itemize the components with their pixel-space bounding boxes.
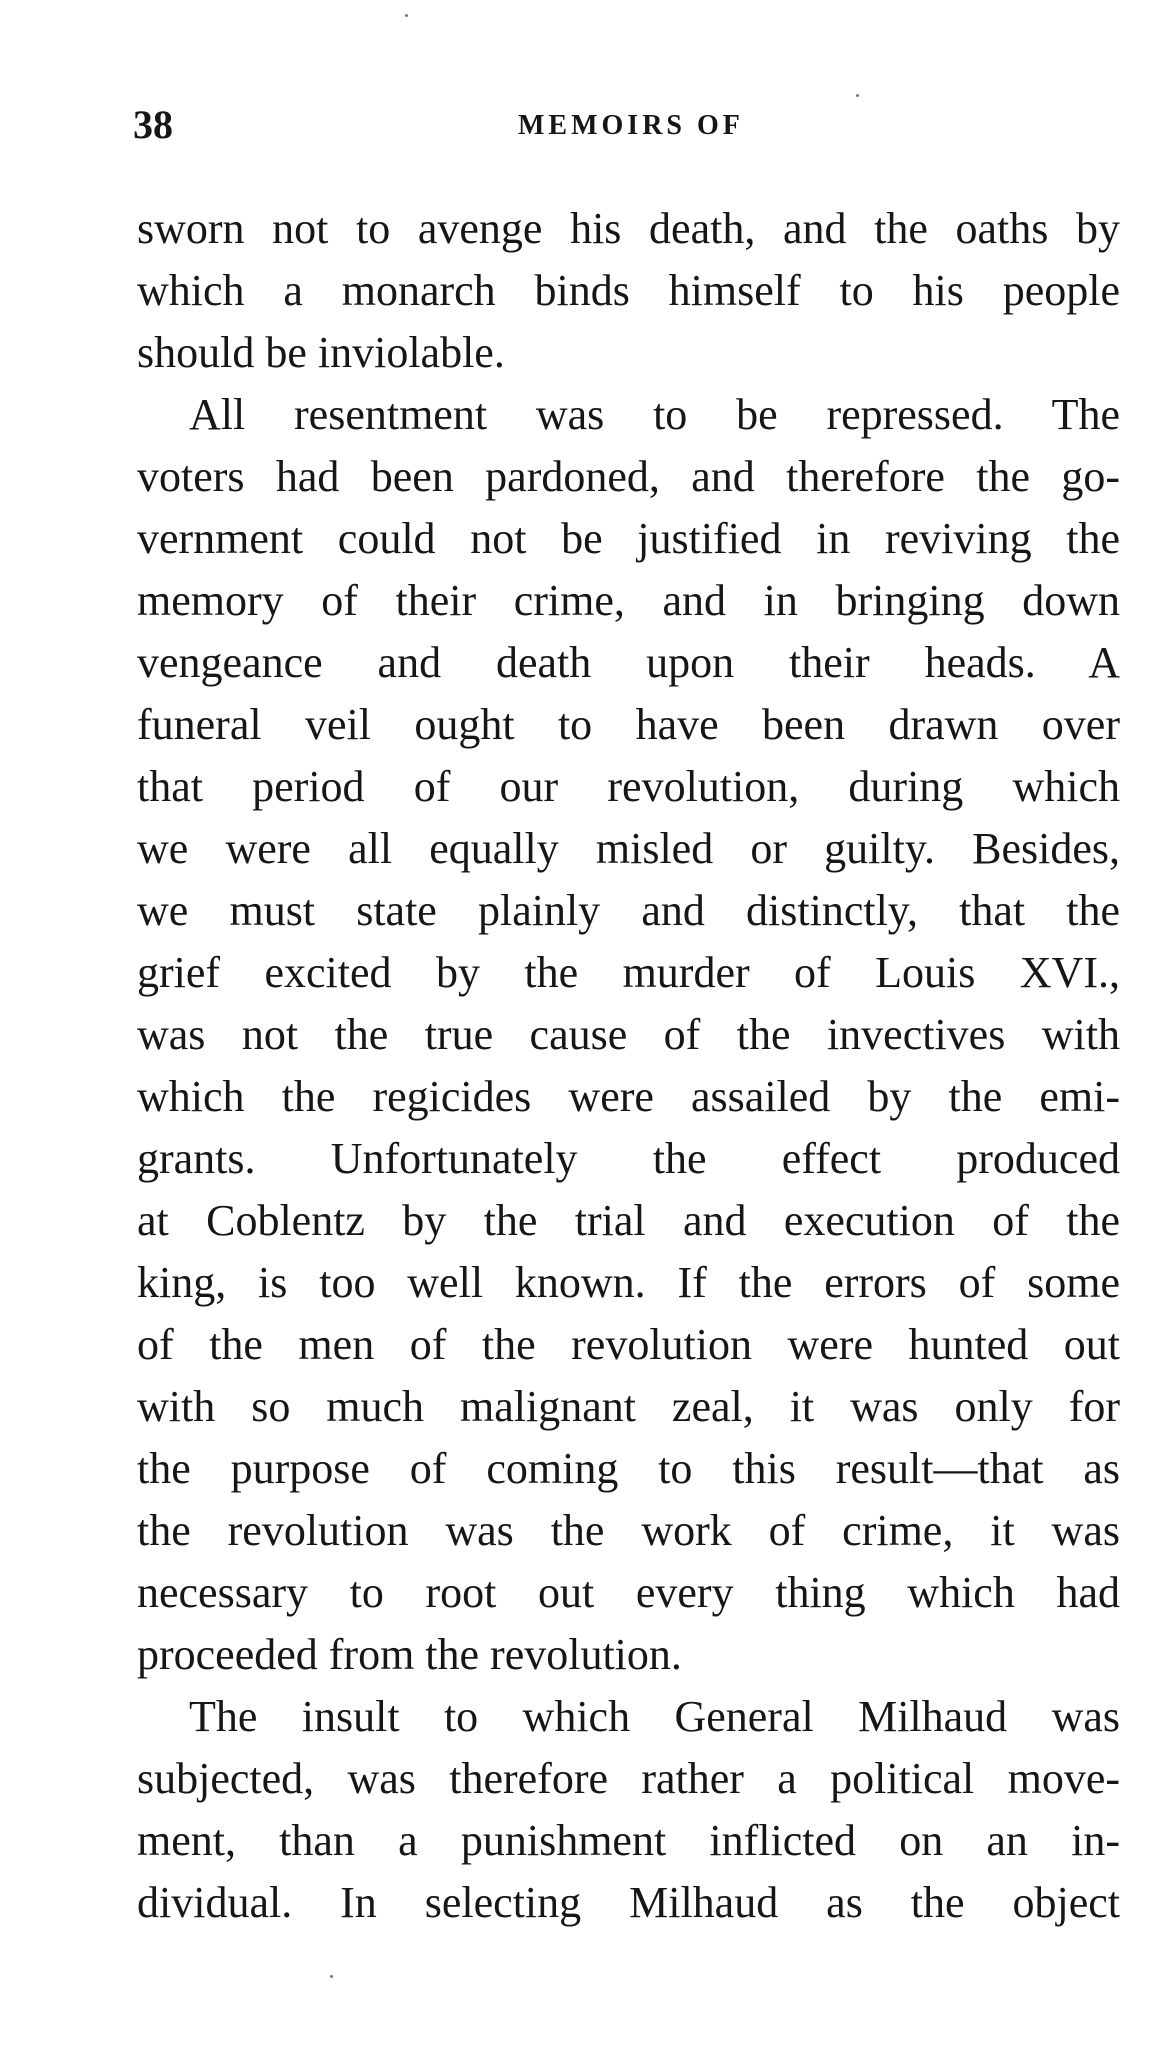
text-line: we were all equally misled or guilty. Besides,: [137, 824, 1120, 873]
page-number: 38: [133, 102, 173, 147]
text-line: which a monarch binds himself to his people: [137, 266, 1120, 315]
text-line: was not the true cause of the invectives with: [137, 1010, 1120, 1059]
text-line: necessary to root out every thing which had: [137, 1568, 1120, 1617]
text-line: funeral veil ought to have been drawn over: [137, 700, 1120, 749]
text-line: the revolution was the work of crime, it was: [137, 1506, 1120, 1555]
text-line: vernment could not be justified in reviving the: [137, 514, 1120, 563]
text-line: with so much malignant zeal, it was only for: [137, 1382, 1120, 1431]
text-line: of the men of the revolution were hunted out: [137, 1320, 1120, 1369]
text-line: proceeded from the revolution.: [137, 1630, 682, 1679]
text-line: The insult to which General Milhaud was: [189, 1692, 1120, 1741]
text-line: vengeance and death upon their heads. A: [137, 638, 1120, 687]
text-line: sworn not to avenge his death, and the oaths by: [137, 204, 1120, 253]
text-line: at Coblentz by the trial and execution of the: [137, 1196, 1120, 1245]
text-line: grief excited by the murder of Louis XVI.,: [137, 948, 1120, 997]
body-text: [137, 198, 1120, 1934]
print-speck: [330, 1975, 333, 1978]
text-line: grants. Unfortunately the effect produced: [137, 1134, 1120, 1183]
text-line: should be inviolable.: [137, 328, 505, 377]
text-line: that period of our revolution, during which: [137, 762, 1120, 811]
text-line: which the regicides were assailed by the emi-: [137, 1072, 1120, 1121]
text-line: we must state plainly and distinctly, that the: [137, 886, 1120, 935]
text-line: subjected, was therefore rather a political move-: [137, 1754, 1120, 1803]
text-line: voters had been pardoned, and therefore the go-: [137, 452, 1120, 501]
text-line: king, is too well known. If the errors of some: [137, 1258, 1120, 1307]
running-title: MEMOIRS OF: [518, 110, 744, 141]
text-line: dividual. In selecting Milhaud as the object: [137, 1878, 1120, 1927]
text-line: memory of their crime, and in bringing down: [137, 576, 1120, 625]
page-header: [133, 100, 1133, 150]
text-line: All resentment was to be repressed. The: [189, 390, 1120, 439]
text-line: the purpose of coming to this result—that as: [137, 1444, 1120, 1493]
print-speck: [405, 14, 408, 17]
print-speck: [856, 94, 859, 97]
text-line: ment, than a punishment inflicted on an in-: [137, 1816, 1120, 1865]
